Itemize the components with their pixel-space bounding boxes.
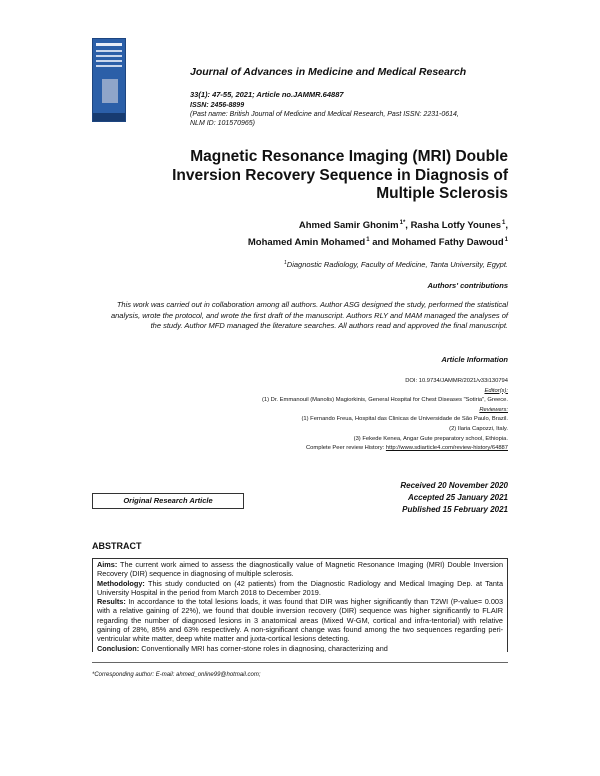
author-name: Mohamed Fathy Dawoud bbox=[391, 237, 504, 248]
reviewer: (3) Fekede Kenea, Angar Gute preparatory school, Ethiopia. bbox=[353, 435, 508, 442]
article-dates bbox=[400, 480, 508, 516]
article-title bbox=[108, 148, 508, 204]
cover-line bbox=[96, 55, 122, 57]
journal-cover-thumbnail bbox=[92, 38, 126, 122]
abstract-box bbox=[92, 558, 508, 652]
cover-line bbox=[96, 65, 122, 67]
reviewer: (1) Fernando Freua, Hospital das Clinicas de Universidade de São Paulo, Brazil. bbox=[301, 416, 508, 423]
abstract-methodology: Methodology: This study conducted on (42 patients) from the Diagnostic Radiology and Medical Imaging Dep. at Tanta University Hospital in the period from March 2018 to December 2019. bbox=[97, 578, 503, 597]
author-list: Ahmed Samir Ghonim$^{1*}$, Rasha Lotfy Younes$^1$, Mohamed Amin Mohamed$^1$ and Mohamed Fathy Dawoud$^1$ bbox=[247, 220, 508, 248]
title-line: Inversion Recovery Sequence in Diagnosis of bbox=[172, 166, 508, 184]
volume-line: 33(1): 47-55, 2021; Article no.JAMMR.64887 bbox=[190, 90, 344, 99]
cover-line bbox=[96, 60, 122, 62]
article-info bbox=[262, 377, 508, 454]
editor: (1) Dr. Emmanouil (Manolis) Magiorkinis, General Hospital for Chest Diseases "Sotiria", Greece. bbox=[261, 397, 508, 404]
published-date: Published 15 February 2021 bbox=[402, 505, 508, 514]
cover-bottom-band bbox=[93, 113, 125, 121]
article-info-heading: Article Information bbox=[441, 355, 508, 364]
nlm-id-line: NLM ID: 101570965) bbox=[190, 120, 255, 127]
affiliation: $^1$Diagnostic Radiology, Faculty of Medicine, Tanta University, Egypt. bbox=[284, 260, 508, 269]
author-sup: 1 bbox=[366, 237, 370, 243]
author-sup: 1* bbox=[399, 220, 406, 226]
corresponding-author-footnote: *Corresponding author: E-mail: ahmed_online99@hotmail.com; bbox=[92, 672, 261, 678]
author-sup: 1 bbox=[502, 220, 506, 226]
peer-review-label: Complete Peer review History: bbox=[305, 445, 386, 452]
journal-name: Journal of Advances in Medicine and Medical Research bbox=[190, 66, 467, 78]
reviewers-label: Reviewers: bbox=[479, 406, 508, 413]
past-name-line: (Past name: British Journal of Medicine and Medical Research, Past ISSN: 2231-0614, bbox=[190, 111, 459, 118]
cover-line bbox=[96, 50, 122, 52]
title-line: Multiple Sclerosis bbox=[376, 185, 508, 202]
abstract-heading: ABSTRACT bbox=[92, 541, 142, 551]
accepted-date: Accepted 25 January 2021 bbox=[407, 493, 508, 502]
received-date: Received 20 November 2020 bbox=[400, 481, 508, 490]
cover-title-strip bbox=[96, 43, 122, 46]
author-name: Ahmed Samir Ghonim bbox=[298, 220, 399, 231]
abstract-aims: Aims: The current work aimed to assess the diagnostically value of Magnetic Resonance Imaging (MRI) Double Inversion Recovery (DIR) sequence in diagnosing of multiple sclerosis. bbox=[97, 560, 503, 579]
peer-review-link[interactable]: http://www.sdiarticle4.com/review-history/64887 bbox=[385, 445, 508, 452]
issn-line: ISSN: 2456-8899 bbox=[190, 102, 245, 109]
abstract-results: Results: In accordance to the total lesions loads, it was found that DIR was higher significantly than T2WI (P-value= 0.003 with a relative gaining of 22%), we found that double inversion recovery (DIR) sequence was higher significantly to FLAIR regarding the number of diagnosed lesions in 3 anatomical areas (Mixed W-GM, cortical and infra-tentorial) with relative gaining of 28%, 85% and 63% respectively. A non-significant change was found among the two sequences regarding peri-ventricular white matter, deep white matter and juxta-cortical lesions detecting. bbox=[97, 597, 503, 644]
contributions-text: This work was carried out in collaboration among all authors. Author ASG designed the study, performed the statistical analysis, wrote the protocol, and wrote the first draft of the manuscript. Authors RLY and MAM managed the analyses of the study. Author MFD managed the literature searches. All authors read and approved the final manuscript. bbox=[110, 300, 508, 330]
reviewer: (2) Ilaria Capozzi, Italy. bbox=[449, 425, 508, 432]
author-name: Mohamed Amin Mohamed bbox=[247, 237, 366, 248]
article-type-label: Original Research Article bbox=[92, 493, 244, 509]
abstract-conclusion: Conclusion: Conventionally MRI has corner-stone roles in diagnosing, characterizing and bbox=[97, 643, 388, 652]
title-line: Magnetic Resonance Imaging (MRI) Double bbox=[190, 148, 508, 165]
doi: DOI: 10.9734/JAMMR/2021/v33i130794 bbox=[405, 378, 508, 384]
contributions-heading: Authors' contributions bbox=[427, 281, 508, 290]
footnote-divider bbox=[92, 662, 508, 663]
author-sup: 1 bbox=[504, 237, 508, 243]
author-name: Rasha Lotfy Younes bbox=[410, 220, 502, 231]
editor-label: Editor(s): bbox=[484, 387, 508, 394]
cover-image bbox=[102, 79, 118, 103]
